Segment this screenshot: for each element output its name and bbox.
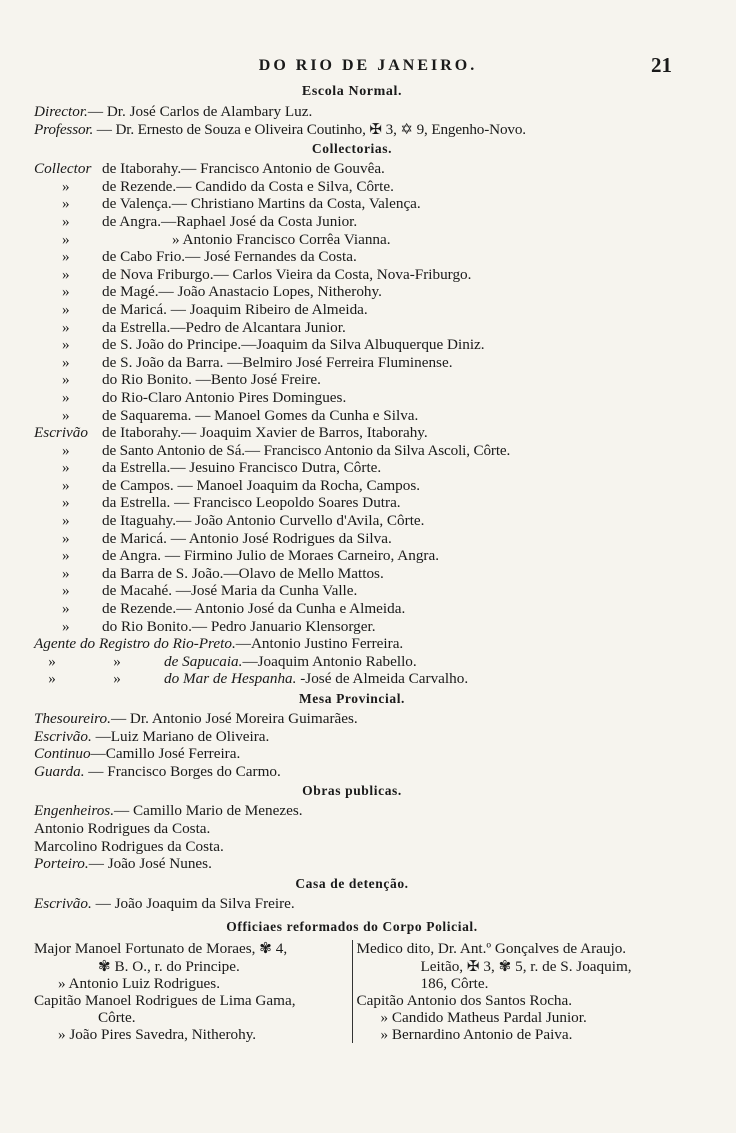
collectoria-line (34, 195, 670, 213)
officer-line: » Bernardino Antonio de Paiva. (380, 1026, 573, 1044)
collectoria-line (34, 424, 670, 442)
officer-line: 186, Côrte. (420, 974, 489, 992)
entry-label: » (62, 371, 70, 389)
collectoria-line (34, 618, 670, 636)
professor-line (34, 121, 670, 139)
entry-text: de Angra. — Firmino Julio de Moraes Carneiro, Angra. (102, 547, 440, 565)
entry-text: da Estrella.—Pedro de Alcantara Junior. (102, 318, 346, 336)
collectoria-line (34, 477, 670, 495)
entry-text: de Magé.— João Anastacio Lopes, Nitherohy. (102, 283, 382, 301)
ditto-mark: » (113, 670, 121, 688)
casa-line (34, 895, 670, 913)
mesa-line (34, 745, 670, 763)
entry-text: de Santo Antonio de Sá.— Francisco Antonio da Silva Ascoli, Côrte. (102, 441, 511, 459)
officer-line: Côrte. (98, 1009, 136, 1027)
collectoria-line (34, 266, 670, 284)
officer-line: ✾ B. O., r. do Principe. (98, 957, 240, 975)
entry-text: de Itaguahy.— João Antonio Curvello d'Avila, Côrte. (102, 512, 425, 530)
entry-label: Escrivão. (34, 894, 92, 912)
obras-line (34, 855, 670, 873)
entry-text: de Macahé. —José Maria da Cunha Valle. (102, 582, 358, 600)
running-title: DO RIO DE JANEIRO. (258, 57, 478, 74)
entry-text: de Rezende.— Candido da Costa e Silva, Côrte. (102, 177, 394, 195)
entry-label: Continuo (34, 745, 91, 763)
collectoria-line (34, 301, 670, 319)
entry-label: » (62, 318, 70, 336)
collectoria-line (34, 336, 670, 354)
section-heading-obras-publicas: Obras publicas. (302, 783, 402, 799)
entry-label: » (62, 529, 70, 547)
section-heading-escola-normal: Escola Normal. (301, 84, 403, 99)
entry-label: » (62, 476, 70, 494)
entry-label: » (62, 177, 70, 195)
collectoria-line (34, 354, 670, 372)
officer-line: Major Manoel Fortunato de Moraes, ✾ 4, (34, 940, 288, 958)
collectoria-line (34, 459, 670, 477)
officer-line: » Antonio Luiz Rodrigues. (58, 974, 220, 992)
collectoria-line (34, 530, 670, 548)
entry-text: — João José Nunes. (88, 855, 212, 873)
entry-label: Engenheiros. (34, 802, 115, 820)
entry-text: —Antonio Justino Ferreira. (235, 635, 404, 653)
entry-label: Professor. (34, 120, 94, 138)
entry-text: — Camillo Mario de Menezes. (114, 802, 303, 820)
entry-text: de Cabo Frio.— José Fernandes da Costa. (102, 248, 357, 266)
page-number: 21 (651, 53, 672, 77)
section-heading-officiaes: Officiaes reformados do Corpo Policial. (226, 919, 478, 935)
officer-line: Capitão Antonio dos Santos Rocha. (356, 991, 573, 1009)
entry-text: do Rio Bonito. —Bento José Freire. (102, 371, 321, 389)
agente-line (34, 653, 670, 671)
entry-label: » (62, 336, 70, 354)
entry-text: da Estrella. — Francisco Leopoldo Soares Dutra. (102, 494, 401, 512)
entry-label: » (62, 212, 70, 230)
entry-label: Escrivão (34, 424, 88, 442)
entry-label: » (62, 248, 70, 266)
officiaes-left-column (34, 940, 353, 1043)
entry-label: » (62, 547, 70, 565)
entry-label: » (62, 353, 70, 371)
collectoria-line (34, 600, 670, 618)
entry-label: » (62, 406, 70, 424)
section-heading-collectorias: Collectorias. (311, 141, 393, 157)
ditto-mark: » (113, 652, 121, 670)
entry-text: — Dr. Ernesto de Souza e Oliveira Coutinho, ✠ 3, ✡ 9, Engenho-Novo. (93, 120, 526, 138)
entry-text: —Luiz Mariano de Oliveira. (91, 727, 270, 745)
collectoria-line (34, 213, 670, 231)
entry-text: de Maricá. — Joaquim Ribeiro de Almeida. (102, 300, 368, 318)
collectoria-line (34, 565, 670, 583)
mesa-line (34, 763, 670, 781)
page-body (34, 80, 670, 1043)
entry-label: Agente do Registro do Rio-Preto. (34, 635, 236, 653)
officiaes-columns (34, 940, 670, 1043)
collectoria-line (34, 547, 670, 565)
entry-label: Guarda. (34, 762, 85, 780)
entry-label: » (62, 441, 70, 459)
entry-label: » (62, 600, 70, 618)
entry-text: de Itaborahy.— Joaquim Xavier de Barros, Itaborahy. (102, 424, 428, 442)
entry-text: — Francisco Borges do Carmo. (84, 762, 281, 780)
entry-label: » (62, 582, 70, 600)
agente-line (34, 635, 670, 653)
entry-text: do Rio Bonito.— Pedro Januario Klensorger. (102, 617, 376, 635)
entry-text: de Nova Friburgo.— Carlos Vieira da Costa, Nova-Friburgo. (102, 265, 472, 283)
collectoria-line (34, 512, 670, 530)
collectoria-line (34, 582, 670, 600)
director-line (34, 103, 670, 121)
officiaes-right-column (353, 940, 671, 1043)
entry-label: » (62, 459, 70, 477)
entry-text: da Barra de S. João.—Olavo de Mello Mattos. (102, 564, 384, 582)
mesa-line (34, 710, 670, 728)
entry-text: de S. João do Principe.—Joaquim da Silva Albuquerque Diniz. (102, 336, 485, 354)
ditto-mark: » (48, 670, 56, 688)
entry-label: » (62, 617, 70, 635)
entry-label: » (62, 564, 70, 582)
entry-label: » (62, 300, 70, 318)
collectoria-line (34, 319, 670, 337)
entry-text: da Estrella.— Jesuino Francisco Dutra, Côrte. (102, 459, 382, 477)
page-header (0, 55, 736, 81)
officer-line: Capitão Manoel Rodrigues de Lima Gama, (34, 991, 296, 1009)
collectoria-line (34, 248, 670, 266)
collectoria-line (34, 231, 670, 249)
collectoria-line (34, 494, 670, 512)
entry-label: Director. (34, 103, 88, 120)
entry-place: do Mar de Hespanha. (164, 670, 297, 688)
entry-text: de Valença.— Christiano Martins da Costa, Valença. (102, 195, 421, 213)
obras-line: Marcolino Rodrigues da Costa. (34, 837, 224, 855)
mesa-line (34, 728, 670, 746)
collectoria-line (34, 178, 670, 196)
entry-label: Collector (34, 160, 92, 178)
entry-text: — João Joaquim da Silva Freire. (95, 894, 295, 912)
entry-text: do Rio-Claro Antonio Pires Domingues. (102, 388, 347, 406)
entry-text: — Dr. José Carlos de Alambary Luz. (87, 103, 313, 120)
entry-text: de S. João da Barra. —Belmiro José Ferreira Fluminense. (102, 353, 453, 371)
collectoria-line (34, 389, 670, 407)
entry-label: » (62, 265, 70, 283)
entry-label: Thesoureiro. (34, 710, 111, 727)
entry-text: -José de Almeida Carvalho. (296, 670, 469, 688)
entry-text: de Rezende.— Antonio José da Cunha e Almeida. (102, 600, 406, 618)
entry-text: — Dr. Antonio José Moreira Guimarães. (110, 710, 358, 727)
officer-line: » João Pires Savedra, Nitherohy. (58, 1026, 257, 1044)
officer-line: » Candido Matheus Pardal Junior. (380, 1009, 587, 1027)
entry-label: » (62, 512, 70, 530)
officer-line: Leitão, ✠ 3, ✾ 5, r. de S. Joaquim, (420, 957, 632, 975)
obras-line (34, 802, 670, 820)
entry-text: » Antonio Francisco Corrêa Vianna. (172, 230, 391, 248)
obras-line: Antonio Rodrigues da Costa. (34, 819, 211, 837)
collectoria-line (34, 371, 670, 389)
entry-text: —Camillo José Ferreira. (90, 745, 241, 763)
entry-text: de Angra.—Raphael José da Costa Junior. (102, 212, 358, 230)
section-heading-mesa-provincial: Mesa Provincial. (298, 691, 406, 706)
entry-text: de Itaborahy.— Francisco Antonio de Gouvêa. (102, 160, 385, 178)
collectoria-line (34, 442, 670, 460)
agente-line (34, 670, 670, 688)
entry-label: » (62, 283, 70, 301)
entry-place: de Sapucaia. (164, 652, 243, 670)
section-heading-casa-detencao: Casa de detenção. (295, 875, 409, 891)
ditto-mark: » (48, 652, 56, 670)
entry-text: de Campos. — Manoel Joaquim da Rocha, Campos. (102, 476, 421, 494)
entry-text: de Saquarema. — Manoel Gomes da Cunha e Silva. (102, 406, 419, 424)
officer-line: Medico dito, Dr. Ant.º Gonçalves de Araujo. (356, 940, 627, 958)
entry-label: » (62, 388, 70, 406)
entry-text: —Joaquim Antonio Rabello. (242, 652, 417, 670)
entry-label: Porteiro. (34, 855, 89, 873)
entry-text: de Maricá. — Antonio José Rodrigues da Silva. (102, 529, 392, 547)
collectoria-line (34, 160, 670, 178)
collectoria-line (34, 407, 670, 425)
entry-label: » (62, 195, 70, 213)
entry-label: » (62, 230, 70, 248)
entry-label: Escrivão. (34, 727, 92, 745)
collectoria-line (34, 283, 670, 301)
entry-label: » (62, 494, 70, 512)
